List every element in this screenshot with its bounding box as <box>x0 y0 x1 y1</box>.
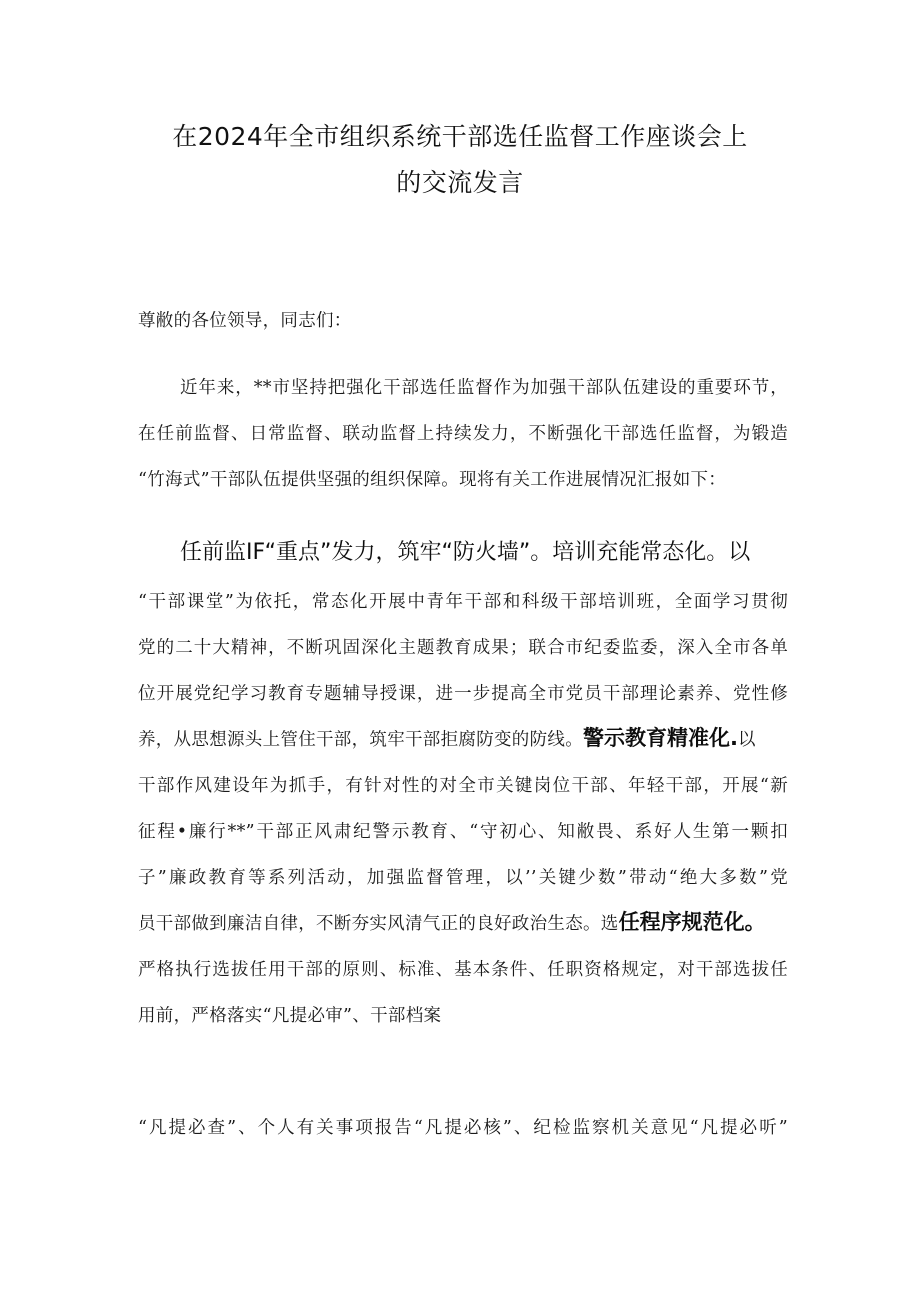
section-heading: 任前监IF“重点”发力，筑牢“防火墙”。培训充能常态化。以 <box>180 540 751 565</box>
section-line-10: 严格执行选拔任用干部的原则、标准、基本条件、任职资格规定，对干部选拔任 <box>138 960 788 980</box>
section-line-9-text: 员干部做到廉洁自律，不断夯实风清气正的良好政治生态。选 <box>138 914 619 934</box>
salutation: 尊敝的各位领导，同志们： <box>138 311 352 331</box>
section-line-9 <box>138 906 788 940</box>
section-line-4: 位开展党纪学习教育专题辅导授课，进一步提高全市党员干部理论素养、党性修 <box>138 684 788 704</box>
section-line-6: 干部作风建设年为抓手，有针对性的对全市关键岗位干部、年轻干部，开展“新 <box>138 776 788 796</box>
document-title-line-1: 在2024年全市组织系统干部选任监督工作座谈会上 <box>172 122 748 151</box>
document-title-line-2: 的交流发言 <box>396 168 524 197</box>
section-line-2: “干部课堂”为依托，常态化开展中青年干部和科级干部培训班，全面学习贯彻 <box>138 592 788 612</box>
section-line-11: 用前，严格落实“凡提必审”、干部档案 <box>138 1006 442 1026</box>
section-line-7: 征程•廉行**”干部正风肃纪警示教育、“守初心、知敝畏、系好人生第一颗扣 <box>138 822 788 842</box>
intro-line-1: 近年来，**市坚持把强化干部选任监督作为加强干部队伍建设的重要环节， <box>180 378 788 398</box>
section-line-5-tail: 以 <box>737 730 756 750</box>
section-line-5 <box>138 722 788 756</box>
section-line-8: 子”廉政教育等系列活动，加强监督管理，以’’关键少数”带动“绝大多数”党 <box>138 868 788 888</box>
section-line-3: 党的二十大精神，不断巩固深化主题教育成果；联合市纪委监委，深入全市各单 <box>138 638 788 658</box>
continuation-line: “凡提必查”、个人有关事项报告“凡提必核”、纪检监察机关意见“凡提必听” <box>138 1118 788 1138</box>
subheading-warning-education: 警示教育精准化. <box>583 726 738 750</box>
intro-line-2: 在任前监督、日常监督、联动监督上持续发力，不断强化干部选任监督，为锻造 <box>138 424 788 444</box>
intro-line-3: “竹海式”干部队伍提供坚强的组织保障。现将有关工作进展情况汇报如下： <box>138 470 727 490</box>
subheading-procedure-standard: 任程序规范化。 <box>618 910 766 934</box>
section-line-5-text: 养，从思想源头上管住干部，筑牢干部拒腐防变的防线。 <box>138 730 583 750</box>
